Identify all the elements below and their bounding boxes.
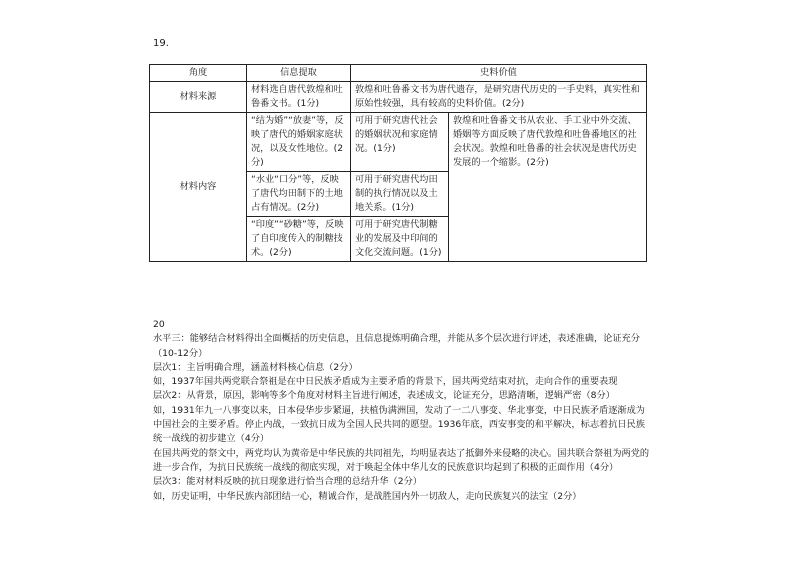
table-row-source xyxy=(150,82,647,113)
q20-tier-1: 层次1：主旨明确合理，涵盖材料核心信息（2分） xyxy=(153,361,358,373)
q20-tier-2-example-1: 如，1931年九一八事变以来，日本侵华步步紧逼，扶植伪满洲国，发动了一二八事变、华北事变，中日民族矛盾逐渐成为中国社会的主要矛盾。停止内战，一致抗日成为全国人民共同的愿望。1936年底，西安事变的和平解决，标志着抗日民族统一战线的初步建立（4分） xyxy=(153,404,645,445)
row-label-content: 材料内容 xyxy=(150,113,247,262)
q20-level-three: 水平三：能够结合材料得出全面概括的历史信息，且信息提炼明确合理，并能从多个层次进行评述，表述准确，论证充分（10-12分） xyxy=(153,333,640,359)
question-20-number: 20 xyxy=(153,319,165,330)
source-info-cell: 材料选自唐代敦煌和吐鲁番文书。(1分) xyxy=(247,82,351,113)
q20-tier-2-example-2: 在国共两党的祭文中，两党均认为黄帝是中华民族的共同祖先，均明显表达了抵御外来侵略的决心。国共联合祭祖为两党的进一步合作，为抗日民族统一战线的彻底实现，对于唤起全体中华儿女的民族意识均起到了积极的正面作用（4分） xyxy=(153,447,650,473)
source-value-cell: 敦煌和吐鲁番文书为唐代遗存，是研究唐代历史的一手史料，真实性和原始性较强，具有较高的史料价值。(2分) xyxy=(351,82,647,113)
content-value-cell-2: 可用于研究唐代均田制的执行情况以及土地关系。(1分) xyxy=(351,172,449,217)
q20-tier-2: 层次2：从背景，原因，影响等多个角度对材料主旨进行阐述，表述成文，论证充分，思路清晰，逻辑严密（8分） xyxy=(153,390,615,402)
table-header-row xyxy=(150,65,647,82)
content-value-cell-1: 可用于研究唐代社会的婚姻状况和家庭情况。(1分) xyxy=(351,113,449,172)
q20-tier-3: 层次3：能对材料反映的抗日现象进行恰当合理的总结升华（2分） xyxy=(153,476,422,488)
q20-tier-1-example: 如，1937年国共两党联合祭祖是在中日民族矛盾成为主要矛盾的背景下，国共两党结束对抗，走向合作的重要表现 xyxy=(153,376,618,388)
table-row-content-1 xyxy=(150,113,647,172)
content-info-cell-1: “结为婚”“放妻”等，反映了唐代的婚姻家庭状况，以及女性地位。(2分) xyxy=(247,113,351,172)
question-19-number: 19. xyxy=(153,38,169,49)
header-info: 信息提取 xyxy=(247,65,351,82)
q20-tier-3-example: 如，历史证明，中华民族内部团结一心，精诚合作，是战胜国内外一切敌人，走向民族复兴的法宝（2分） xyxy=(153,490,582,502)
content-info-cell-2: “水业“口分”等，反映 了唐代均田制下的土地占有情况。(2分) xyxy=(247,172,351,217)
answer-section-20 xyxy=(153,318,653,504)
content-value-cell-3: 可用于研究唐代制糖业的发展及中印间的文化交流问题。(1分) xyxy=(351,217,449,262)
header-value: 史料价值 xyxy=(351,65,647,82)
content-info-cell-3: “印度”“砂糖”等，反映了自印度传入的制糖技术。(2分) xyxy=(247,217,351,262)
row-label-source: 材料来源 xyxy=(150,82,247,113)
content-summary-cell: 敦煌和吐鲁番文书从农业、手工业中外交流、婚姻等方面反映了唐代敦煌和吐鲁番地区的社会状况。敦煌和吐鲁番的社会状况是唐代历史发展的一个缩影。(2分) xyxy=(449,113,647,262)
header-angle: 角度 xyxy=(150,65,247,82)
answer-table-19 xyxy=(149,64,647,262)
